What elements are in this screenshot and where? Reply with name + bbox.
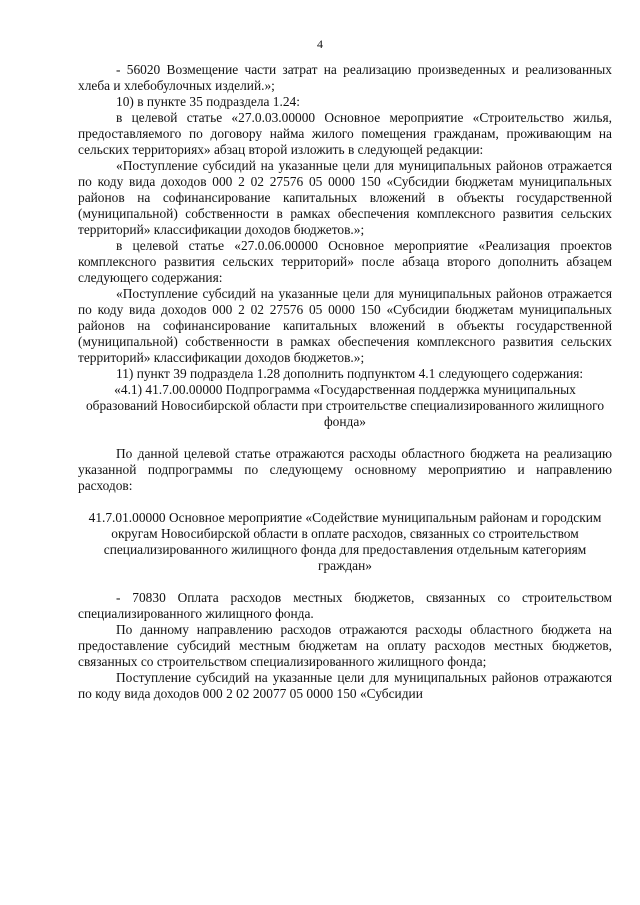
paragraph: - 70830 Оплата расходов местных бюджетов, связанных со строительством специализированного жилищного фонда. bbox=[78, 590, 612, 621]
paragraph: Поступление субсидий на указанные цели для муниципальных районов отражаются по коду вида доходов 000 2 02 20077 05 0000 150 «Субсидии bbox=[78, 670, 612, 701]
paragraph: в целевой статье «27.0.06.00000 Основное мероприятие «Реализация проектов комплексного развития сельских территорий» после абзаца второго дополнить абзацем следующего содержания: bbox=[78, 238, 612, 285]
paragraph: По данной целевой статье отражаются расходы областного бюджета на реализацию указанной подпрограммы по следующему основному мероприятию и направлению расходов: bbox=[78, 446, 612, 493]
spacer bbox=[78, 574, 612, 590]
page-number: 4 bbox=[317, 37, 323, 51]
activity-heading: 41.7.01.00000 Основное мероприятие «Содействие муниципальным районам и городским округам Новосибирской области в оплате расходов, связанных со строительством специализированного жилищного фонда для предоставления отдельным категориям граждан» bbox=[88, 510, 602, 573]
paragraph: - 56020 Возмещение части затрат на реализацию произведенных и реализованных хлеба и хлебобулочных изделий.»; bbox=[78, 62, 612, 93]
paragraph: в целевой статье «27.0.03.00000 Основное мероприятие «Строительство жилья, предоставляемого по договору найма жилого помещения гражданам, проживающим на сельских территориях» абзац второй изложить в следующей редакции: bbox=[78, 110, 612, 157]
paragraph: «Поступление субсидий на указанные цели для муниципальных районов отражается по коду вида доходов 000 2 02 27576 05 0000 150 «Субсидии бюджетам муниципальных районов на софинансирование капитальных вложений в объекты государственной (муниципальной) собственности в рамках обеспечения комплексного развития сельских территорий» классификации доходов бюджетов.»; bbox=[78, 286, 612, 365]
document-body bbox=[78, 62, 612, 702]
paragraph: 10) в пункте 35 подраздела 1.24: bbox=[116, 94, 300, 109]
spacer bbox=[78, 430, 612, 446]
spacer bbox=[78, 494, 612, 510]
subprogram-heading: «4.1) 41.7.00.00000 Подпрограмма «Государственная поддержка муниципальных образований Новосибирской области при строительстве специализированного жилищного фонда» bbox=[85, 382, 605, 429]
paragraph: 11) пункт 39 подраздела 1.28 дополнить подпунктом 4.1 следующего содержания: bbox=[116, 366, 584, 381]
paragraph: «Поступление субсидий на указанные цели для муниципальных районов отражается по коду вида доходов 000 2 02 27576 05 0000 150 «Субсидии бюджетам муниципальных районов на софинансирование капитальных вложений в объекты государственной (муниципальной) собственности в рамках обеспечения комплексного развития сельских территорий» классификации доходов бюджетов.»; bbox=[78, 158, 612, 237]
paragraph: По данному направлению расходов отражаются расходы областного бюджета на предоставление субсидий местным бюджетам на оплату расходов местных бюджетов, связанных со строительством специализированного жилищного фонда; bbox=[78, 622, 612, 669]
